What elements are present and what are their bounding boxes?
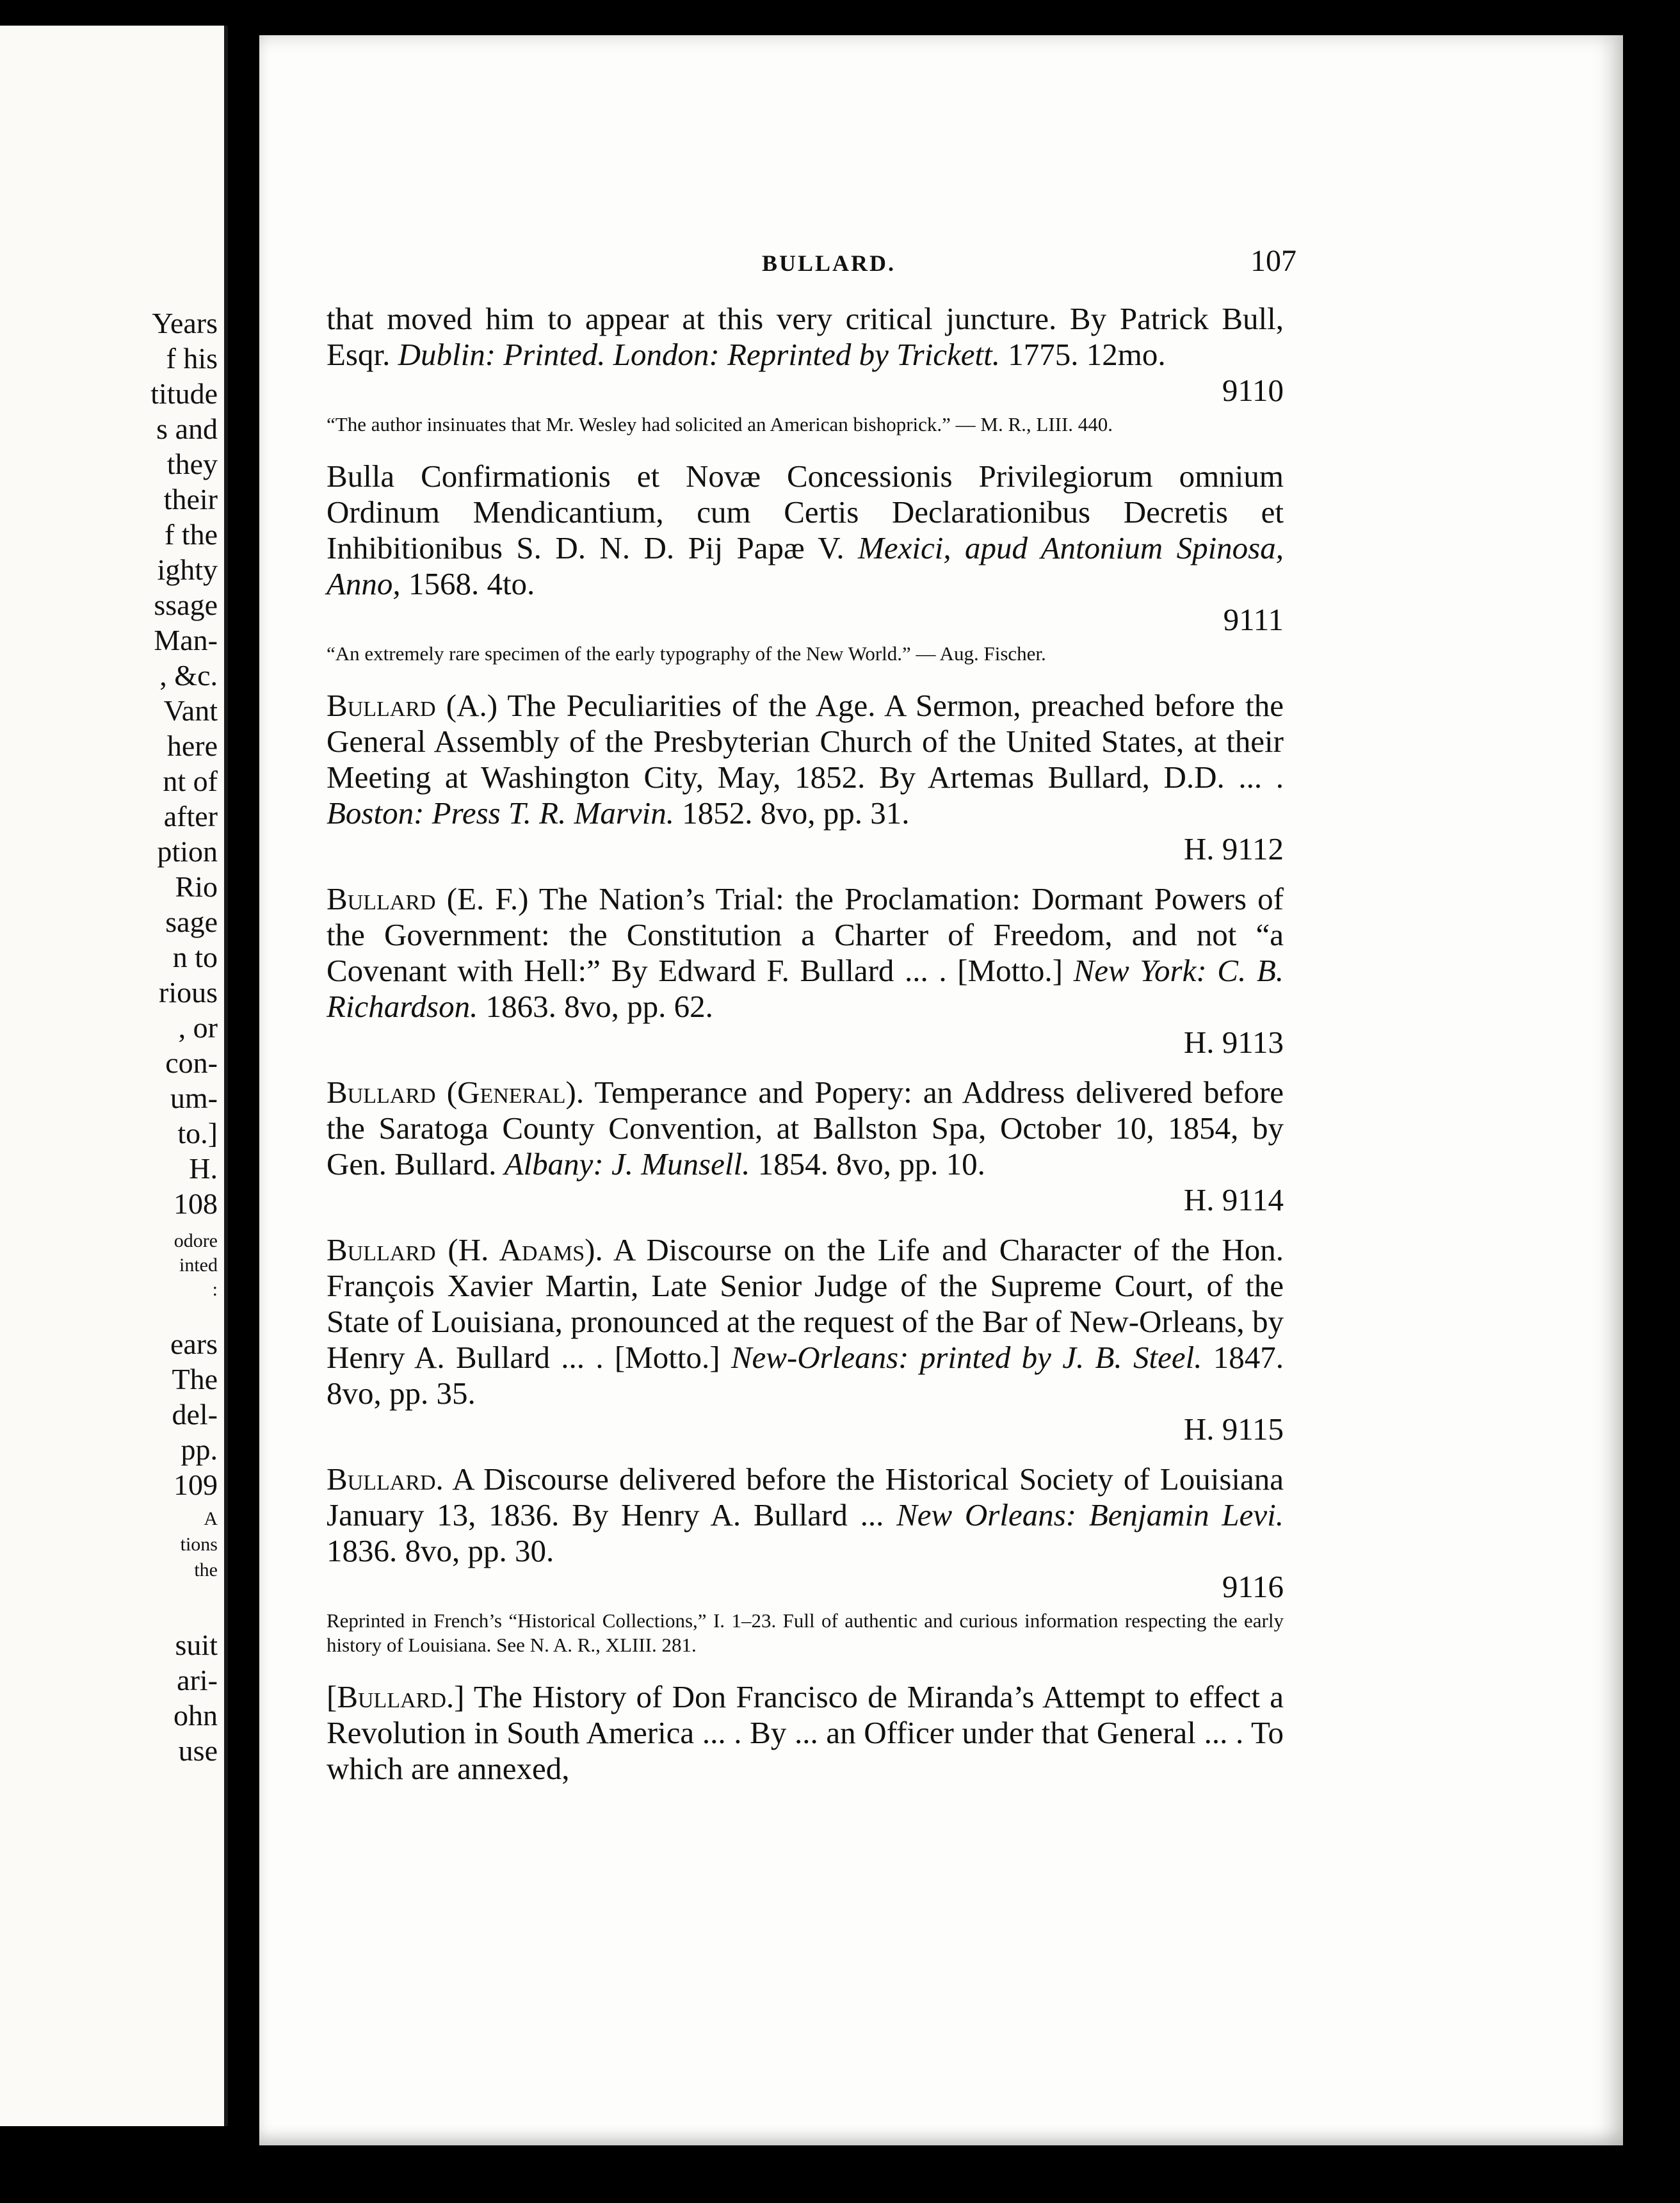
entry-text: Bulla Confirmationis et Novæ Concessionis Privilegiorum omnium Ordinum Mendicantium, cum Certis Declarationibus Decretis et Inhibitionibus S. D. N. D. Pij Papæ V. — [327, 459, 1284, 565]
left-margin-line: ears — [170, 1328, 218, 1360]
entry-heading: Bullard (E. F.) — [327, 881, 529, 916]
entry-9113 — [327, 881, 1284, 1061]
entry-note: “The author insinuates that Mr. Wesley had solicited an American bishoprick.” — M. R., LIII. 440. — [327, 413, 1113, 435]
left-margin-line: n to — [172, 941, 218, 973]
left-margin-line: f the — [164, 518, 218, 551]
entry-imprint: Dublin: Printed. London: Reprinted by Trickett. — [398, 337, 1001, 372]
entry-number: H. 9114 — [1183, 1182, 1284, 1217]
left-margin-line: H. — [189, 1152, 218, 1185]
left-margin-line: , or — [178, 1011, 218, 1044]
entry-text: Temperance and Popery: an Address delivered before the Saratoga County Convention, at Ballston Spa, October 10, 1854, by Gen. Bullard. — [327, 1075, 1284, 1182]
left-margin-line: Years — [152, 307, 218, 339]
entry-number: H. 9112 — [1183, 831, 1284, 866]
left-margin-line: nt of — [163, 765, 218, 797]
entry-format: 1568. 4to. — [408, 566, 535, 601]
left-margin-line: ohn — [174, 1699, 218, 1732]
left-margin-line: their — [163, 483, 218, 516]
running-head: BULLARD. — [762, 250, 896, 276]
entry-number: 9110 — [1222, 373, 1284, 408]
left-margin-line: con- — [165, 1046, 218, 1079]
left-margin-line: use — [178, 1734, 218, 1767]
entry-number: H. 9113 — [1183, 1025, 1284, 1060]
left-margin-line: Man- — [154, 624, 218, 656]
left-margin-line: tions — [180, 1534, 218, 1555]
left-margin-line: suit — [175, 1629, 218, 1661]
left-margin-line: to.] — [177, 1117, 218, 1150]
left-margin-line: titude — [150, 377, 218, 410]
entry-text: The Peculiarities of the Age. A Sermon, preached before the General Assembly of the Presbyterian Church of the United States, at their Meeting at Washington City, May, 1852. By Artemas Bullard, D.D. ... . — [327, 688, 1284, 795]
entry-number: 9116 — [1222, 1569, 1284, 1604]
left-margin-line: ighty — [157, 553, 218, 586]
left-margin-line: odore — [174, 1230, 218, 1251]
left-margin-line: ption — [157, 835, 218, 868]
left-margin-line: ssage — [154, 589, 218, 621]
entry-number: 9111 — [1223, 602, 1284, 637]
left-margin-line: , &c. — [159, 659, 218, 692]
page-number: 107 — [1250, 244, 1296, 278]
entry-text: A Discourse delivered before the Historical Society of Louisiana January 13, 1836. By Henry A. Bullard ... — [327, 1461, 1284, 1532]
entry-format: 1847. 8vo, pp. 35. — [327, 1340, 1284, 1411]
left-margin-line: they — [166, 448, 218, 480]
entry-heading: Bullard. — [327, 1461, 444, 1497]
left-margin-line: 108 — [174, 1187, 218, 1220]
entry-imprint: Boston: Press T. R. Marvin. — [327, 795, 675, 831]
left-margin-line: um- — [170, 1082, 218, 1114]
entry-9115 — [327, 1232, 1284, 1447]
left-margin-line: : — [212, 1279, 218, 1300]
entry-note: “An extremely rare specimen of the early typography of the New World.” — Aug. Fischer. — [327, 642, 1046, 665]
entry-format: 1836. 8vo, pp. 30. — [327, 1533, 554, 1568]
entry-format: 1863. 8vo, pp. 62. — [485, 989, 713, 1024]
entry-format: 1775. 12mo. — [1008, 337, 1166, 372]
entry-heading: Bullard (H. Adams). — [327, 1232, 603, 1267]
entry-format: 1852. 8vo, pp. 31. — [682, 795, 910, 831]
entry-9116 — [327, 1461, 1284, 1605]
entry-imprint: Mexici, apud Antonium Spinosa, Anno, — [327, 530, 1284, 601]
left-margin-line: rious — [159, 976, 218, 1009]
entry-imprint: New York: C. B. Richardson. — [327, 953, 1284, 1024]
entry-9110 — [327, 301, 1284, 409]
left-margin-line: s and — [156, 412, 218, 445]
left-margin-line: f his — [166, 342, 218, 375]
entry-imprint: New-Orleans: printed by J. B. Steel. — [731, 1340, 1202, 1375]
left-margin-line: Vant — [163, 694, 218, 727]
entry-9114 — [327, 1075, 1284, 1218]
left-margin-line: The — [172, 1363, 218, 1395]
entry-note: Reprinted in French’s “Historical Collections,” I. 1–23. Full of authentic and curious information respecting the early history of Louisiana. See N. A. R., XLIII. 281. — [327, 1609, 1284, 1656]
left-margin-line: pp. — [181, 1433, 218, 1466]
entry-heading: Bullard (A.) — [327, 688, 498, 723]
left-margin-line: sage — [165, 906, 218, 938]
entry-text: The History of Don Francisco de Miranda’s Attempt to effect a Revolution in South America ... . By ... an Officer under that General ... . To which are annexed, — [327, 1679, 1284, 1786]
left-margin-line: ari- — [177, 1664, 218, 1696]
left-margin-line: inted — [179, 1255, 218, 1276]
entry-9112 — [327, 688, 1284, 867]
entry-text: A Discourse on the Life and Character of the Hon. François Xavier Martin, Late Senior Judge of the Supreme Court, of the State of Louisiana, pronounced at the request of the Bar of New-Orleans, by Henry A. Bullard ... . [Motto.] — [327, 1232, 1284, 1375]
left-margin-line: A — [204, 1508, 218, 1529]
entry-heading: Bullard (General). — [327, 1075, 585, 1110]
left-margin-line: the — [194, 1559, 218, 1581]
entry-format: 1854. 8vo, pp. 10. — [757, 1146, 985, 1182]
page-header — [327, 237, 1296, 282]
entry-miranda — [327, 1679, 1284, 1787]
left-margin-line: del- — [172, 1398, 218, 1431]
page-content — [327, 237, 1296, 1787]
entry-text: The Nation’s Trial: the Proclamation: Dormant Powers of the Government: the Constitution a Charter of Freedom, and not “a Covenant with Hell:” By Edward F. Bullard ... . [Motto.] — [327, 881, 1284, 988]
left-margin-line: after — [163, 800, 218, 833]
entry-heading: [Bullard.] — [327, 1679, 465, 1714]
entry-imprint: Albany: J. Munsell. — [504, 1146, 750, 1182]
entry-number: H. 9115 — [1183, 1411, 1284, 1447]
entry-text: that moved him to appear at this very critical juncture. By Patrick Bull, Esqr. — [327, 301, 1284, 372]
left-margin-line: here — [166, 729, 218, 762]
entry-imprint: New Orleans: Benjamin Levi. — [896, 1497, 1284, 1532]
left-page-fragment — [0, 26, 228, 2126]
left-margin-line: Rio — [175, 870, 218, 903]
entry-9111 — [327, 459, 1284, 638]
left-margin-line: 109 — [174, 1468, 218, 1501]
